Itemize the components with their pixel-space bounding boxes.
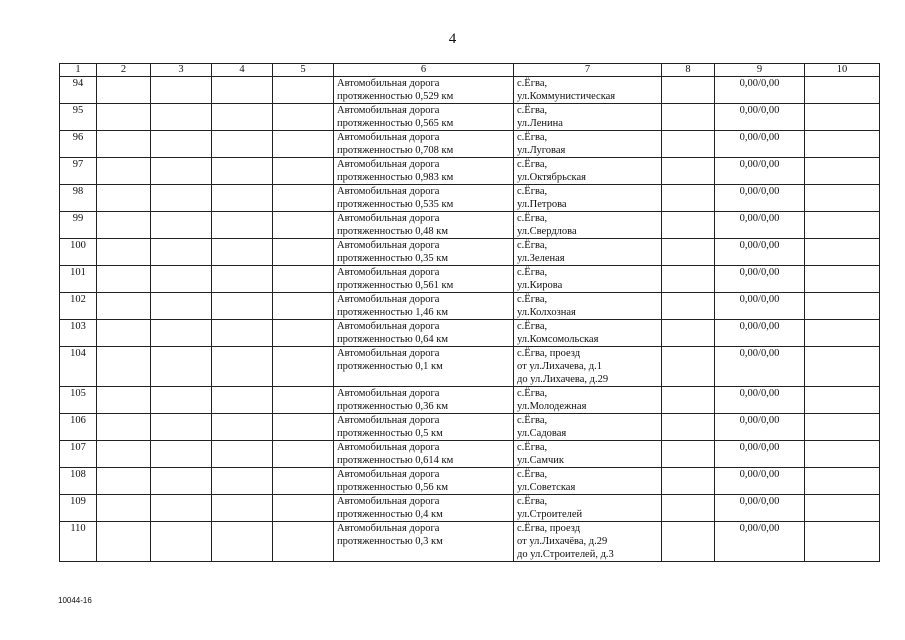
address-line: с.Ёгва, <box>517 496 548 507</box>
address-line: ул.Комсомольская <box>517 334 599 345</box>
table-row <box>60 77 880 104</box>
object-name-line: протяженностью 0,5 км <box>337 428 443 439</box>
value-cell: 0,00/0,00 <box>715 522 805 562</box>
value-cell: 0,00/0,00 <box>715 293 805 320</box>
address-line: с.Ёгва, <box>517 240 548 251</box>
object-name-line: Автомобильная дорога <box>337 442 440 453</box>
object-name-line: протяженностью 0,3 км <box>337 536 443 547</box>
col-8-cell <box>662 104 715 131</box>
col-8-cell <box>662 441 715 468</box>
row-number-cell: 98 <box>60 185 97 212</box>
col-2-cell <box>97 239 151 266</box>
address-line: с.Ёгва, <box>517 132 548 143</box>
col-4-cell <box>212 158 273 185</box>
value-cell: 0,00/0,00 <box>715 266 805 293</box>
row-number-cell: 104 <box>60 347 97 387</box>
col-3-cell <box>151 495 212 522</box>
address-line: с.Ёгва, <box>517 78 548 89</box>
col-4-cell <box>212 77 273 104</box>
address-line: с.Ёгва, <box>517 415 548 426</box>
col-2-cell <box>97 212 151 239</box>
object-name-line: Автомобильная дорога <box>337 469 440 480</box>
column-header: 9 <box>715 64 805 77</box>
object-name-line: протяженностью 0,35 км <box>337 253 449 264</box>
col-3-cell <box>151 104 212 131</box>
col-10-cell <box>805 387 880 414</box>
table-row <box>60 239 880 266</box>
table-row <box>60 387 880 414</box>
col-5-cell <box>273 266 334 293</box>
table-body <box>60 77 880 562</box>
col-2-cell <box>97 387 151 414</box>
col-10-cell <box>805 158 880 185</box>
col-4-cell <box>212 320 273 347</box>
col-10-cell <box>805 104 880 131</box>
value-cell: 0,00/0,00 <box>715 320 805 347</box>
row-number-cell: 108 <box>60 468 97 495</box>
address-cell <box>514 293 662 320</box>
col-3-cell <box>151 239 212 266</box>
table-row <box>60 468 880 495</box>
col-2-cell <box>97 522 151 562</box>
address-line: ул.Луговая <box>517 145 566 156</box>
table-row <box>60 495 880 522</box>
address-line: с.Ёгва, <box>517 388 548 399</box>
col-8-cell <box>662 266 715 293</box>
address-line: до ул.Лихачева, д.29 <box>517 374 609 385</box>
address-cell <box>514 77 662 104</box>
address-line: ул.Колхозная <box>517 307 576 318</box>
object-name-cell <box>334 468 514 495</box>
col-3-cell <box>151 441 212 468</box>
row-number-cell: 110 <box>60 522 97 562</box>
object-name-line: Автомобильная дорога <box>337 496 440 507</box>
table-row <box>60 212 880 239</box>
object-name-line: протяженностью 0,48 км <box>337 226 449 237</box>
object-name-cell <box>334 387 514 414</box>
value-cell: 0,00/0,00 <box>715 77 805 104</box>
col-8-cell <box>662 414 715 441</box>
object-name-line: Автомобильная дорога <box>337 132 440 143</box>
object-name-line: протяженностью 0,1 км <box>337 361 443 372</box>
column-header: 6 <box>334 64 514 77</box>
address-cell <box>514 131 662 158</box>
col-5-cell <box>273 387 334 414</box>
object-name-cell <box>334 212 514 239</box>
address-line: до ул.Строителей, д.3 <box>517 549 614 560</box>
col-3-cell <box>151 266 212 293</box>
column-header: 10 <box>805 64 880 77</box>
row-number-cell: 94 <box>60 77 97 104</box>
row-number-cell: 95 <box>60 104 97 131</box>
address-cell <box>514 495 662 522</box>
address-line: ул.Самчик <box>517 455 564 466</box>
col-10-cell <box>805 266 880 293</box>
object-name-cell <box>334 293 514 320</box>
col-5-cell <box>273 212 334 239</box>
object-name-cell <box>334 495 514 522</box>
col-3-cell <box>151 320 212 347</box>
row-number-cell: 97 <box>60 158 97 185</box>
col-2-cell <box>97 495 151 522</box>
col-2-cell <box>97 185 151 212</box>
object-name-line: Автомобильная дорога <box>337 388 440 399</box>
table-row <box>60 158 880 185</box>
table-row <box>60 522 880 562</box>
object-name-cell <box>334 158 514 185</box>
col-5-cell <box>273 131 334 158</box>
col-5-cell <box>273 158 334 185</box>
address-cell <box>514 320 662 347</box>
col-5-cell <box>273 495 334 522</box>
col-3-cell <box>151 522 212 562</box>
col-4-cell <box>212 347 273 387</box>
col-4-cell <box>212 266 273 293</box>
address-line: ул.Строителей <box>517 509 583 520</box>
col-3-cell <box>151 77 212 104</box>
table-row <box>60 320 880 347</box>
row-number-cell: 107 <box>60 441 97 468</box>
col-4-cell <box>212 293 273 320</box>
col-8-cell <box>662 293 715 320</box>
col-2-cell <box>97 158 151 185</box>
col-10-cell <box>805 239 880 266</box>
row-number-cell: 105 <box>60 387 97 414</box>
col-5-cell <box>273 185 334 212</box>
address-line: с.Ёгва, <box>517 294 548 305</box>
object-name-line: Автомобильная дорога <box>337 523 440 534</box>
col-10-cell <box>805 293 880 320</box>
value-cell: 0,00/0,00 <box>715 495 805 522</box>
object-name-line: Автомобильная дорога <box>337 267 440 278</box>
object-name-line: Автомобильная дорога <box>337 105 440 116</box>
col-4-cell <box>212 522 273 562</box>
col-3-cell <box>151 131 212 158</box>
object-name-line: протяженностью 0,64 км <box>337 334 449 345</box>
value-cell: 0,00/0,00 <box>715 158 805 185</box>
col-8-cell <box>662 320 715 347</box>
object-name-cell <box>334 347 514 387</box>
col-10-cell <box>805 185 880 212</box>
row-number-cell: 102 <box>60 293 97 320</box>
col-2-cell <box>97 266 151 293</box>
col-2-cell <box>97 293 151 320</box>
address-line: ул.Октябрьская <box>517 172 586 183</box>
table-row <box>60 293 880 320</box>
address-line: ул.Советская <box>517 482 576 493</box>
address-line: с.Ёгва, <box>517 186 548 197</box>
col-8-cell <box>662 131 715 158</box>
address-cell <box>514 522 662 562</box>
object-name-line: Автомобильная дорога <box>337 415 440 426</box>
col-10-cell <box>805 320 880 347</box>
object-name-cell <box>334 522 514 562</box>
address-line: с.Ёгва, <box>517 442 548 453</box>
col-4-cell <box>212 468 273 495</box>
object-name-line: протяженностью 0,529 км <box>337 91 454 102</box>
column-header: 7 <box>514 64 662 77</box>
col-3-cell <box>151 347 212 387</box>
col-8-cell <box>662 77 715 104</box>
address-line: ул.Зеленая <box>517 253 565 264</box>
col-2-cell <box>97 468 151 495</box>
value-cell: 0,00/0,00 <box>715 468 805 495</box>
col-8-cell <box>662 468 715 495</box>
footer-code: 10044-16 <box>58 596 92 605</box>
table-row <box>60 185 880 212</box>
address-line: ул.Садовая <box>517 428 567 439</box>
object-name-line: протяженностью 0,4 км <box>337 509 443 520</box>
col-4-cell <box>212 185 273 212</box>
object-name-line: Автомобильная дорога <box>337 78 440 89</box>
address-cell <box>514 347 662 387</box>
address-cell <box>514 104 662 131</box>
table-row <box>60 266 880 293</box>
col-10-cell <box>805 441 880 468</box>
object-name-line: Автомобильная дорога <box>337 186 440 197</box>
col-2-cell <box>97 104 151 131</box>
column-header: 3 <box>151 64 212 77</box>
object-name-cell <box>334 239 514 266</box>
value-cell: 0,00/0,00 <box>715 387 805 414</box>
row-number-cell: 103 <box>60 320 97 347</box>
col-5-cell <box>273 320 334 347</box>
row-number-cell: 99 <box>60 212 97 239</box>
page-number: 4 <box>448 31 457 47</box>
object-name-line: Автомобильная дорога <box>337 159 440 170</box>
row-number-cell: 109 <box>60 495 97 522</box>
col-3-cell <box>151 293 212 320</box>
object-name-cell <box>334 320 514 347</box>
object-name-cell <box>334 185 514 212</box>
col-2-cell <box>97 347 151 387</box>
object-name-line: протяженностью 0,36 км <box>337 401 449 412</box>
object-name-line: Автомобильная дорога <box>337 348 440 359</box>
address-cell <box>514 414 662 441</box>
value-cell: 0,00/0,00 <box>715 347 805 387</box>
col-2-cell <box>97 77 151 104</box>
col-4-cell <box>212 414 273 441</box>
object-name-line: протяженностью 0,983 км <box>337 172 454 183</box>
object-name-line: Автомобильная дорога <box>337 240 440 251</box>
col-3-cell <box>151 158 212 185</box>
col-10-cell <box>805 522 880 562</box>
col-4-cell <box>212 387 273 414</box>
col-8-cell <box>662 239 715 266</box>
address-line: ул.Петрова <box>517 199 567 210</box>
address-line: с.Ёгва, <box>517 267 548 278</box>
address-cell <box>514 468 662 495</box>
row-number-cell: 100 <box>60 239 97 266</box>
col-5-cell <box>273 468 334 495</box>
column-header: 1 <box>60 64 97 77</box>
object-name-cell <box>334 414 514 441</box>
object-name-cell <box>334 266 514 293</box>
address-cell <box>514 212 662 239</box>
col-5-cell <box>273 104 334 131</box>
col-2-cell <box>97 441 151 468</box>
object-name-line: протяженностью 0,708 км <box>337 145 454 156</box>
col-5-cell <box>273 441 334 468</box>
address-line: ул.Ленина <box>517 118 563 129</box>
column-header: 4 <box>212 64 273 77</box>
col-10-cell <box>805 495 880 522</box>
col-3-cell <box>151 387 212 414</box>
col-8-cell <box>662 212 715 239</box>
col-3-cell <box>151 414 212 441</box>
column-header: 2 <box>97 64 151 77</box>
col-5-cell <box>273 77 334 104</box>
column-header: 8 <box>662 64 715 77</box>
col-4-cell <box>212 441 273 468</box>
roads-registry-table <box>59 63 880 562</box>
col-8-cell <box>662 387 715 414</box>
col-4-cell <box>212 495 273 522</box>
col-5-cell <box>273 414 334 441</box>
col-2-cell <box>97 414 151 441</box>
row-number-cell: 106 <box>60 414 97 441</box>
col-5-cell <box>273 239 334 266</box>
col-4-cell <box>212 239 273 266</box>
object-name-line: протяженностью 0,535 км <box>337 199 454 210</box>
col-10-cell <box>805 414 880 441</box>
col-2-cell <box>97 131 151 158</box>
address-line: ул.Кирова <box>517 280 563 291</box>
address-line: ул.Коммунистическая <box>517 91 616 102</box>
address-line: с.Ёгва, <box>517 321 548 332</box>
table-row <box>60 131 880 158</box>
value-cell: 0,00/0,00 <box>715 212 805 239</box>
value-cell: 0,00/0,00 <box>715 104 805 131</box>
col-10-cell <box>805 212 880 239</box>
address-line: с.Ёгва, <box>517 159 548 170</box>
row-number-cell: 96 <box>60 131 97 158</box>
col-2-cell <box>97 320 151 347</box>
col-4-cell <box>212 212 273 239</box>
column-header: 5 <box>273 64 334 77</box>
address-line: от ул.Лихачёва, д.29 <box>517 536 608 547</box>
object-name-cell <box>334 131 514 158</box>
address-cell <box>514 387 662 414</box>
col-5-cell <box>273 522 334 562</box>
address-line: с.Ёгва, проезд <box>517 348 581 359</box>
object-name-line: Автомобильная дорога <box>337 321 440 332</box>
value-cell: 0,00/0,00 <box>715 185 805 212</box>
address-cell <box>514 266 662 293</box>
address-line: с.Ёгва, <box>517 469 548 480</box>
col-10-cell <box>805 468 880 495</box>
value-cell: 0,00/0,00 <box>715 441 805 468</box>
address-line: от ул.Лихачева, д.1 <box>517 361 602 372</box>
col-3-cell <box>151 185 212 212</box>
row-number-cell: 101 <box>60 266 97 293</box>
table-row <box>60 347 880 387</box>
value-cell: 0,00/0,00 <box>715 131 805 158</box>
col-10-cell <box>805 347 880 387</box>
object-name-line: протяженностью 0,614 км <box>337 455 454 466</box>
col-8-cell <box>662 185 715 212</box>
col-5-cell <box>273 293 334 320</box>
object-name-cell <box>334 104 514 131</box>
col-8-cell <box>662 158 715 185</box>
address-line: с.Ёгва, <box>517 105 548 116</box>
table-row <box>60 104 880 131</box>
address-cell <box>514 158 662 185</box>
object-name-line: протяженностью 1,46 км <box>337 307 449 318</box>
col-3-cell <box>151 468 212 495</box>
col-8-cell <box>662 347 715 387</box>
object-name-line: протяженностью 0,565 км <box>337 118 454 129</box>
col-10-cell <box>805 77 880 104</box>
value-cell: 0,00/0,00 <box>715 239 805 266</box>
column-number-row <box>60 64 880 77</box>
address-cell <box>514 239 662 266</box>
address-line: с.Ёгва, проезд <box>517 523 581 534</box>
col-8-cell <box>662 495 715 522</box>
col-8-cell <box>662 522 715 562</box>
table-row <box>60 414 880 441</box>
address-cell <box>514 185 662 212</box>
value-cell: 0,00/0,00 <box>715 414 805 441</box>
address-line: с.Ёгва, <box>517 213 548 224</box>
address-line: ул.Свердлова <box>517 226 577 237</box>
col-5-cell <box>273 347 334 387</box>
col-4-cell <box>212 131 273 158</box>
address-line: ул.Молодежная <box>517 401 587 412</box>
col-10-cell <box>805 131 880 158</box>
col-3-cell <box>151 212 212 239</box>
object-name-cell <box>334 441 514 468</box>
object-name-cell <box>334 77 514 104</box>
col-4-cell <box>212 104 273 131</box>
address-cell <box>514 441 662 468</box>
object-name-line: протяженностью 0,561 км <box>337 280 454 291</box>
table-row <box>60 441 880 468</box>
object-name-line: Автомобильная дорога <box>337 294 440 305</box>
object-name-line: Автомобильная дорога <box>337 213 440 224</box>
object-name-line: протяженностью 0,56 км <box>337 482 449 493</box>
